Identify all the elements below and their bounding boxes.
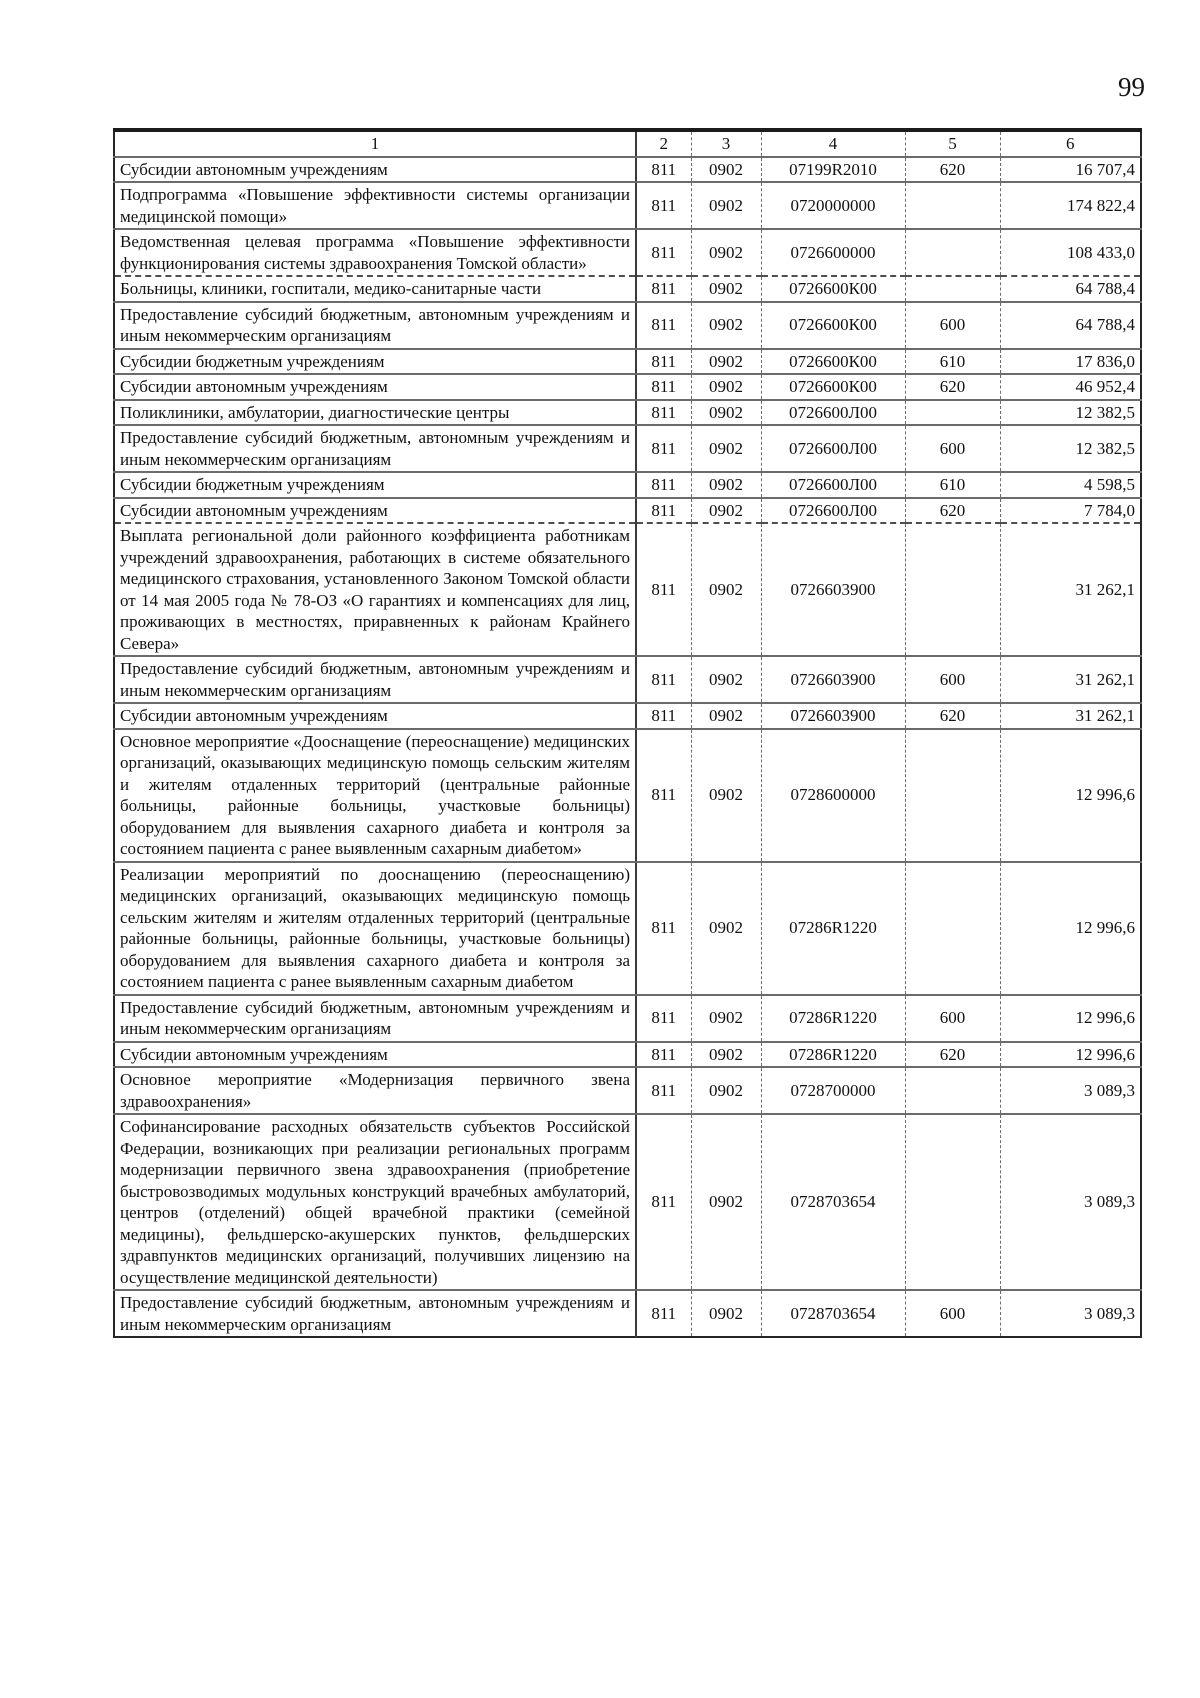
amount-cell: 12 996,6 (1000, 995, 1141, 1042)
chief-code-cell: 811 (636, 157, 691, 183)
table-row (114, 425, 1141, 472)
page-number: 99 (1118, 72, 1145, 102)
target-article-cell: 07286R1220 (761, 862, 905, 995)
section-code-cell: 0902 (691, 862, 761, 995)
amount-cell: 31 262,1 (1000, 703, 1141, 729)
table-row (114, 182, 1141, 229)
table-row (114, 656, 1141, 703)
chief-code-cell: 811 (636, 1042, 691, 1068)
column-header-2: 2 (636, 130, 691, 157)
chief-code-cell: 811 (636, 703, 691, 729)
target-article-cell: 0728703654 (761, 1114, 905, 1290)
chief-code-cell: 811 (636, 374, 691, 400)
amount-cell: 64 788,4 (1000, 276, 1141, 302)
row-name-cell: Поликлиники, амбулатории, диагностические центры (114, 400, 636, 426)
expense-type-cell: 610 (905, 472, 1000, 498)
amount-cell: 3 089,3 (1000, 1114, 1141, 1290)
column-header-5: 5 (905, 130, 1000, 157)
row-name-cell: Субсидии автономным учреждениям (114, 498, 636, 524)
amount-cell: 31 262,1 (1000, 656, 1141, 703)
amount-cell: 12 382,5 (1000, 425, 1141, 472)
expense-type-cell: 600 (905, 1290, 1000, 1337)
section-code-cell: 0902 (691, 498, 761, 524)
amount-cell: 7 784,0 (1000, 498, 1141, 524)
section-code-cell: 0902 (691, 302, 761, 349)
section-code-cell: 0902 (691, 229, 761, 276)
section-code-cell: 0902 (691, 729, 761, 862)
expense-type-cell (905, 182, 1000, 229)
row-name-cell: Выплата региональной доли районного коэффициента работникам учреждений здравоохранения, работающих в системе обязательного медицинского страхования, установленного Законом Томской области от 14 мая 2005 года № 78-ОЗ «О гарантиях и компенсациях для лиц, проживающих в местностях, приравненных к районам Крайнего Севера» (114, 523, 636, 656)
amount-cell: 12 382,5 (1000, 400, 1141, 426)
expense-type-cell (905, 276, 1000, 302)
table-row (114, 862, 1141, 995)
target-article-cell: 07199R2010 (761, 157, 905, 183)
target-article-cell: 0726600Л00 (761, 498, 905, 524)
section-code-cell: 0902 (691, 1042, 761, 1068)
table-row (114, 349, 1141, 375)
section-code-cell: 0902 (691, 703, 761, 729)
chief-code-cell: 811 (636, 400, 691, 426)
expense-type-cell: 600 (905, 995, 1000, 1042)
section-code-cell: 0902 (691, 276, 761, 302)
expense-type-cell (905, 229, 1000, 276)
chief-code-cell: 811 (636, 1290, 691, 1337)
row-name-cell: Предоставление субсидий бюджетным, автономным учреждениям и иным некоммерческим организациям (120, 1293, 630, 1334)
section-code-cell: 0902 (691, 400, 761, 426)
target-article-cell: 0728600000 (761, 729, 905, 862)
amount-cell: 12 996,6 (1000, 862, 1141, 995)
section-code-cell: 0902 (691, 995, 761, 1042)
section-code-cell: 0902 (691, 349, 761, 375)
row-name-cell: Софинансирование расходных обязательств субъектов Российской Федерации, возникающих при реализации региональных программ модернизации первичного звена здравоохранения (приобретение быстровозводимых модульных конструкций врачебных амбулаторий, центров (отделений) общей врачебной практики (семейной медицины), фельдшерско-акушерских пунктов, фельдшерских здравпунктов медицинских организаций, получивших лицензию на осуществление медицинской деятельности) (114, 1114, 636, 1290)
chief-code-cell: 811 (636, 498, 691, 524)
target-article-cell: 0726600000 (761, 229, 905, 276)
expense-type-cell (905, 400, 1000, 426)
target-article-cell: 0726600К00 (761, 302, 905, 349)
expense-type-cell: 600 (905, 425, 1000, 472)
chief-code-cell: 811 (636, 1067, 691, 1114)
table-row (114, 1067, 1141, 1114)
row-name-cell: Предоставление субсидий бюджетным, автономным учреждениям и иным некоммерческим организациям (114, 656, 636, 703)
table-row (114, 302, 1141, 349)
amount-cell: 108 433,0 (1000, 229, 1141, 276)
amount-cell: 46 952,4 (1000, 374, 1141, 400)
section-code-cell: 0902 (691, 425, 761, 472)
section-code-cell: 0902 (691, 157, 761, 183)
expense-type-cell: 620 (905, 157, 1000, 183)
amount-cell: 174 822,4 (1000, 182, 1141, 229)
table-row (114, 472, 1141, 498)
table-row (114, 995, 1141, 1042)
amount-cell: 17 836,0 (1000, 349, 1141, 375)
row-name-cell: Больницы, клиники, госпитали, медико-санитарные части (114, 276, 636, 302)
amount-cell: 3 089,3 (1000, 1067, 1141, 1114)
target-article-cell: 0720000000 (761, 182, 905, 229)
section-code-cell: 0902 (691, 182, 761, 229)
table-body (114, 157, 1141, 1338)
amount-cell: 4 598,5 (1000, 472, 1141, 498)
row-name-cell: Основное мероприятие «Модернизация первичного звена здравоохранения» (114, 1067, 636, 1114)
row-name-cell: Субсидии бюджетным учреждениям (114, 472, 636, 498)
row-name-cell: Субсидии автономным учреждениям (114, 1042, 636, 1068)
column-header-4: 4 (761, 130, 905, 157)
target-article-cell: 07286R1220 (761, 1042, 905, 1068)
table-row (114, 229, 1141, 276)
expense-type-cell (905, 1067, 1000, 1114)
row-name-cell: Субсидии автономным учреждениям (114, 374, 636, 400)
expense-type-cell: 620 (905, 1042, 1000, 1068)
expense-type-cell: 620 (905, 703, 1000, 729)
expense-type-cell: 620 (905, 498, 1000, 524)
expense-type-cell (905, 1114, 1000, 1290)
row-name-cell: Реализации мероприятий по дооснащению (переоснащению) медицинских организаций, оказывающих медицинскую помощь сельским жителям и жителям отдаленных территорий (центральные районные больницы, районные больницы, участковые больницы) оборудованием для выявления сахарного диабета и контроля за состоянием пациента с ранее выявленным сахарным диабетом (114, 862, 636, 995)
row-name-cell: Предоставление субсидий бюджетным, автономным учреждениям и иным некоммерческим организациям (114, 302, 636, 349)
table-row (114, 400, 1141, 426)
table-row (114, 157, 1141, 183)
table-row (114, 374, 1141, 400)
amount-cell: 3 089,3 (1000, 1290, 1141, 1337)
table-row (114, 523, 1141, 656)
target-article-cell: 0728700000 (761, 1067, 905, 1114)
chief-code-cell: 811 (636, 182, 691, 229)
amount-cell: 31 262,1 (1000, 523, 1141, 656)
table-row (114, 703, 1141, 729)
row-name-cell: Субсидии автономным учреждениям (114, 703, 636, 729)
section-code-cell: 0902 (691, 1290, 761, 1337)
section-code-cell: 0902 (691, 1114, 761, 1290)
target-article-cell: 0728703654 (761, 1290, 905, 1337)
chief-code-cell: 811 (636, 656, 691, 703)
row-name-cell: Подпрограмма «Повышение эффективности системы организации медицинской помощи» (114, 182, 636, 229)
amount-cell: 12 996,6 (1000, 729, 1141, 862)
target-article-cell: 07286R1220 (761, 995, 905, 1042)
section-code-cell: 0902 (691, 656, 761, 703)
target-article-cell: 0726600К00 (761, 374, 905, 400)
expense-type-cell: 600 (905, 302, 1000, 349)
column-header-3: 3 (691, 130, 761, 157)
amount-cell: 12 996,6 (1000, 1042, 1141, 1068)
table-row (114, 498, 1141, 524)
section-code-cell: 0902 (691, 374, 761, 400)
table-row (114, 1042, 1141, 1068)
target-article-cell: 0726603900 (761, 523, 905, 656)
expense-type-cell: 620 (905, 374, 1000, 400)
expense-type-cell (905, 862, 1000, 995)
row-name-cell: Ведомственная целевая программа «Повышение эффективности функционирования системы здравоохранения Томской области» (114, 229, 636, 276)
budget-table (113, 128, 1142, 1338)
target-article-cell: 0726603900 (761, 703, 905, 729)
section-code-cell: 0902 (691, 472, 761, 498)
chief-code-cell: 811 (636, 349, 691, 375)
row-name-cell: Предоставление субсидий бюджетным, автономным учреждениям и иным некоммерческим организациям (114, 425, 636, 472)
target-article-cell: 0726600Л00 (761, 400, 905, 426)
chief-code-cell: 811 (636, 472, 691, 498)
target-article-cell: 0726600Л00 (761, 425, 905, 472)
row-name-cell: Основное мероприятие «Дооснащение (переоснащение) медицинских организаций, оказывающих медицинскую помощь сельским жителям и жителям отдаленных территорий (центральные районные больницы, районные больницы, участковые больницы) оборудованием для выявления сахарного диабета и контроля за состоянием пациента с ранее выявленным сахарным диабетом» (114, 729, 636, 862)
column-header-6: 6 (1000, 130, 1141, 157)
amount-cell: 64 788,4 (1000, 302, 1141, 349)
expense-type-cell (905, 729, 1000, 862)
chief-code-cell: 811 (636, 523, 691, 656)
expense-type-cell: 600 (905, 656, 1000, 703)
chief-code-cell: 811 (636, 995, 691, 1042)
table-row (114, 1290, 1141, 1337)
target-article-cell: 0726600К00 (761, 349, 905, 375)
chief-code-cell: 811 (636, 862, 691, 995)
amount-cell: 16 707,4 (1000, 157, 1141, 183)
chief-code-cell: 811 (636, 229, 691, 276)
row-name-cell: Предоставление субсидий бюджетным, автономным учреждениям и иным некоммерческим организациям (114, 995, 636, 1042)
table-row (114, 276, 1141, 302)
column-header-1: 1 (114, 130, 636, 157)
chief-code-cell: 811 (636, 729, 691, 862)
table-row (114, 1114, 1141, 1290)
chief-code-cell: 811 (636, 276, 691, 302)
expense-type-cell (905, 523, 1000, 656)
section-code-cell: 0902 (691, 1067, 761, 1114)
row-name-cell: Субсидии бюджетным учреждениям (114, 349, 636, 375)
chief-code-cell: 811 (636, 425, 691, 472)
row-name-cell: Субсидии автономным учреждениям (114, 157, 636, 183)
table-header-row (114, 130, 1141, 157)
target-article-cell: 0726603900 (761, 656, 905, 703)
target-article-cell: 0726600Л00 (761, 472, 905, 498)
chief-code-cell: 811 (636, 1114, 691, 1290)
section-code-cell: 0902 (691, 523, 761, 656)
expense-type-cell: 610 (905, 349, 1000, 375)
table-row (114, 729, 1141, 862)
chief-code-cell: 811 (636, 302, 691, 349)
target-article-cell: 0726600К00 (761, 276, 905, 302)
